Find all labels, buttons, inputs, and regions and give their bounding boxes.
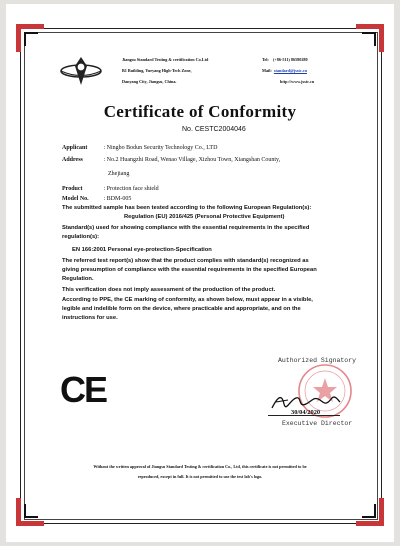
model-row: [62, 195, 131, 204]
mail-label: Mail:: [262, 68, 272, 73]
address-label: Address: [62, 157, 83, 163]
body-line-8: Regulation.: [62, 276, 94, 282]
lab-address-line1: B1 Building, Yueyang High-Tech Zone,: [122, 68, 192, 73]
footer-line-1: Without the written approval of Jiangsu Standard Testing & certification Co., Ltd, this certificate is not permitted to be: [93, 464, 307, 469]
lab-address-block: [122, 54, 208, 87]
corner-ornament-top-left: [16, 24, 44, 52]
lab-contact-block: [262, 54, 314, 87]
standard-line: EN 166:2001 Personal eye-protection-Specification: [72, 247, 212, 253]
corner-ornament-bottom-left: [16, 498, 44, 526]
applicant-value: : Ningbo Bodun Security Technology Co., LTD: [103, 145, 218, 151]
address-row: [62, 156, 280, 165]
mail-link[interactable]: standard@jsstc.cn: [273, 68, 307, 73]
authorized-signatory-label: Authorized Signatory: [278, 357, 357, 364]
body-line-3: Standard(s) used for showing compliance with the essential requirements in the specified: [62, 225, 310, 231]
signature-line: [268, 415, 340, 416]
certificate-page: [6, 4, 394, 542]
address-value-line2: Zhejiang: [108, 171, 130, 177]
certificate-footer: [52, 462, 348, 482]
certificate-title: Certificate of Conformity: [103, 102, 297, 121]
certificate-number: No. CESTC2004046: [182, 126, 246, 133]
lab-logo-icon: [58, 52, 104, 90]
body-line-7: giving presumption of compliance with the essential requirements in the specified European: [62, 267, 317, 273]
product-row: [62, 185, 159, 194]
lab-address-line2: Danyang City, Jiangsu, China.: [122, 79, 177, 84]
body-line-12: instructions for use.: [62, 315, 118, 321]
corner-ornament-top-right: [356, 24, 384, 52]
lab-name: Jiangsu Standard Testing & certification Co.Ltd: [122, 57, 209, 62]
applicant-row: [62, 144, 217, 153]
body-line-6: The referred test report(s) show that the product complies with standard(s) recognized as: [62, 258, 309, 264]
product-value: : Protection face shield: [103, 186, 159, 192]
corner-ornament-bottom-right: [356, 498, 384, 526]
footer-line-2: reproduced, except in full. It is not permitted to use the test lab's logo.: [137, 474, 263, 479]
body-line-1: The submitted sample has been tested according to the following European Regulation(s):: [62, 205, 312, 211]
regulation-line: Regulation (EU) 2016/425 (Personal Protective Equipment): [124, 214, 285, 220]
applicant-label: Applicant: [62, 145, 88, 151]
tel-value: (+86-511) 86580280: [273, 57, 308, 62]
body-line-9: This verification does not imply assessment of the production of the product.: [62, 287, 276, 293]
model-value: : BDM-005: [103, 196, 132, 202]
executive-director-label: Executive Director: [282, 420, 353, 427]
body-line-4: regulation(s):: [62, 234, 100, 240]
tel-label: Tel:: [262, 57, 269, 62]
website-link[interactable]: http://www.jsstc.cn: [280, 79, 315, 84]
model-label: Model No.: [62, 196, 89, 202]
address-value-line1: : No.2 Huangzhi Road, Wenao Village, Xizhou Town, Xiangshan County,: [103, 157, 281, 163]
body-line-10: According to PPE, the CE marking of conformity, as shown below, must appear in a visible,: [62, 297, 313, 303]
certificate-header: [42, 44, 358, 100]
product-label: Product: [62, 186, 83, 192]
ce-mark: CE: [60, 369, 107, 410]
body-line-11: legible and indelible form on the device, where practicable and appropriate, and on the: [62, 306, 301, 312]
signature-date: 30/04/2020: [291, 409, 321, 416]
